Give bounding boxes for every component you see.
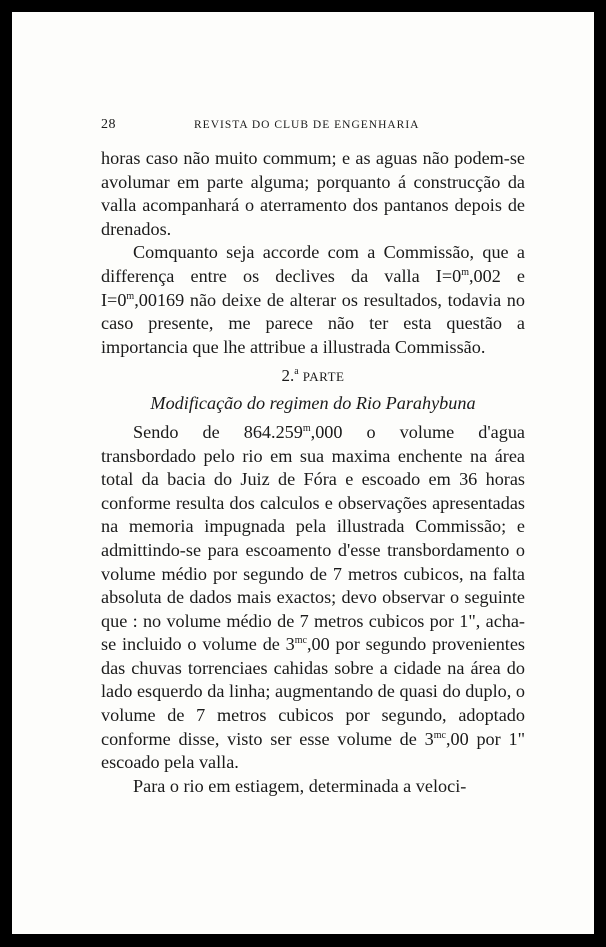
paragraph-2-part-b: ,002 e I=0 <box>101 265 525 310</box>
unit-superscript: m <box>126 290 135 302</box>
paragraph-3 <box>101 421 525 775</box>
paragraph-2-part-c: ,00169 não deixe de alterar os resultados, todavia no caso presente, me parece não ter esta questão a importancia que lhe attribue a illustrada Commissão. <box>101 289 525 357</box>
unit-superscript: mc <box>433 729 446 741</box>
paragraph-3-part-a: Sendo de 864.259 <box>133 421 303 442</box>
section-label: PARTE <box>302 369 345 385</box>
section-number-superscript: a <box>294 366 299 378</box>
section-number: 2. <box>281 366 295 386</box>
page-body <box>101 147 525 798</box>
section-title: Modificação do regimen do Rio Parahybuna <box>150 392 476 413</box>
unit-superscript: m <box>302 422 311 434</box>
paragraph-1-text: horas caso não muito commum; e as aguas não podem-se avolumar em parte alguma; porquanto á construcção da valla acompanhará o aterramento dos pantanos depois de drenados. <box>101 148 525 239</box>
section-heading <box>101 364 525 389</box>
unit-superscript: m <box>461 266 469 278</box>
running-title: REVISTA DO CLUB DE ENGENHARIA <box>194 119 420 131</box>
paragraph-2-part-a: Comquanto seja accorde com a Commissão, que a differença entre os declives da valla I=0 <box>101 242 525 286</box>
paragraph-3-part-b: ,000 o volume d'agua transbordado pelo rio em sua maxima enchente na área total da bacia do Juiz de Fóra e escoado em 36 horas conforme resulta dos calculos e observações apresentadas na memoria impugnada pela illustrada Commissão; e admittindo-se para escoamento d'esse transbordamento o volume médio por segundo de 7 metros cubicos, na falta absoluta de dados mais exactos; devo observar o seguinte que : no volume médio de 7 metros cubicos por 1", acha-se incluido o volume de 3 <box>101 421 525 655</box>
paragraph-1 <box>101 147 525 241</box>
paragraph-2 <box>101 241 525 359</box>
document-page <box>12 12 594 934</box>
paragraph-3-part-d: ,00 por 1" escoado pela valla. <box>101 728 525 773</box>
paragraph-3-part-c: ,00 por segundo provenientes das chuvas torrenciaes cahidas sobre a cidade na área do lado esquerdo da linha; augmentando de quasi do duplo, o volume de 7 metros cubicos por segundo, adoptado conforme disse, visto ser esse volume de 3 <box>101 634 525 749</box>
paragraph-4-text: Para o rio em estiagem, determinada a veloci- <box>133 775 467 796</box>
unit-superscript: mc <box>294 635 307 647</box>
page-number: 28 <box>101 117 116 132</box>
paragraph-4 <box>101 775 525 799</box>
